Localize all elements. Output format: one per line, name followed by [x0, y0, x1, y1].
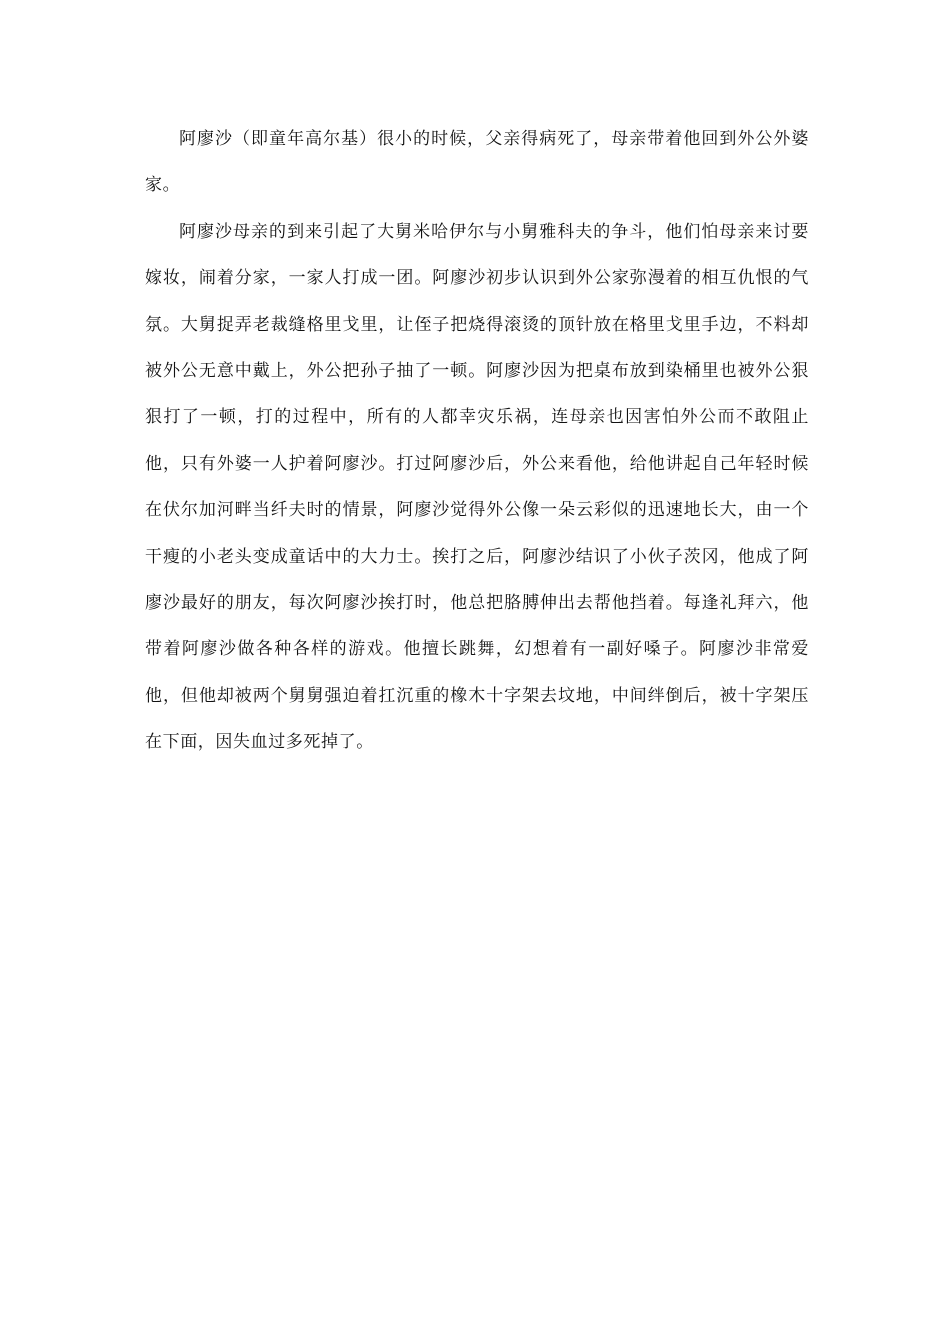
document-body: [145, 116, 809, 766]
paragraph-1: 阿廖沙（即童年高尔基）很小的时候，父亲得病死了，母亲带着他回到外公外婆家。: [145, 129, 809, 196]
paragraph-2: 阿廖沙母亲的到来引起了大舅米哈伊尔与小舅雅科夫的争斗，他们怕母亲来讨要嫁妆，闹着分家，一家人打成一团。阿廖沙初步认识到外公家弥漫着的相互仇恨的气氛。大舅捉弄老裁缝格里戈里，让侄子把烧得滚烫的顶针放在格里戈里手边，不料却被外公无意中戴上，外公把孙子抽了一顿。阿廖沙因为把桌布放到染桶里也被外公狠狠打了一顿，打的过程中，所有的人都幸灾乐祸，连母亲也因害怕外公而不敢阻止他，只有外婆一人护着阿廖沙。打过阿廖沙后，外公来看他，给他讲起自己年轻时候在伏尔加河畔当纤夫时的情景，阿廖沙觉得外公像一朵云彩似的迅速地长大，由一个干瘦的小老头变成童话中的大力士。挨打之后，阿廖沙结识了小伙子茨冈，他成了阿廖沙最好的朋友，每次阿廖沙挨打时，他总把胳膊伸出去帮他挡着。每逢礼拜六，他带着阿廖沙做各种各样的游戏。他擅长跳舞，幻想着有一副好嗓子。阿廖沙非常爱他，但他却被两个舅舅强迫着扛沉重的橡木十字架去坟地，中间绊倒后，被十字架压在下面，因失血过多死掉了。: [145, 221, 809, 753]
